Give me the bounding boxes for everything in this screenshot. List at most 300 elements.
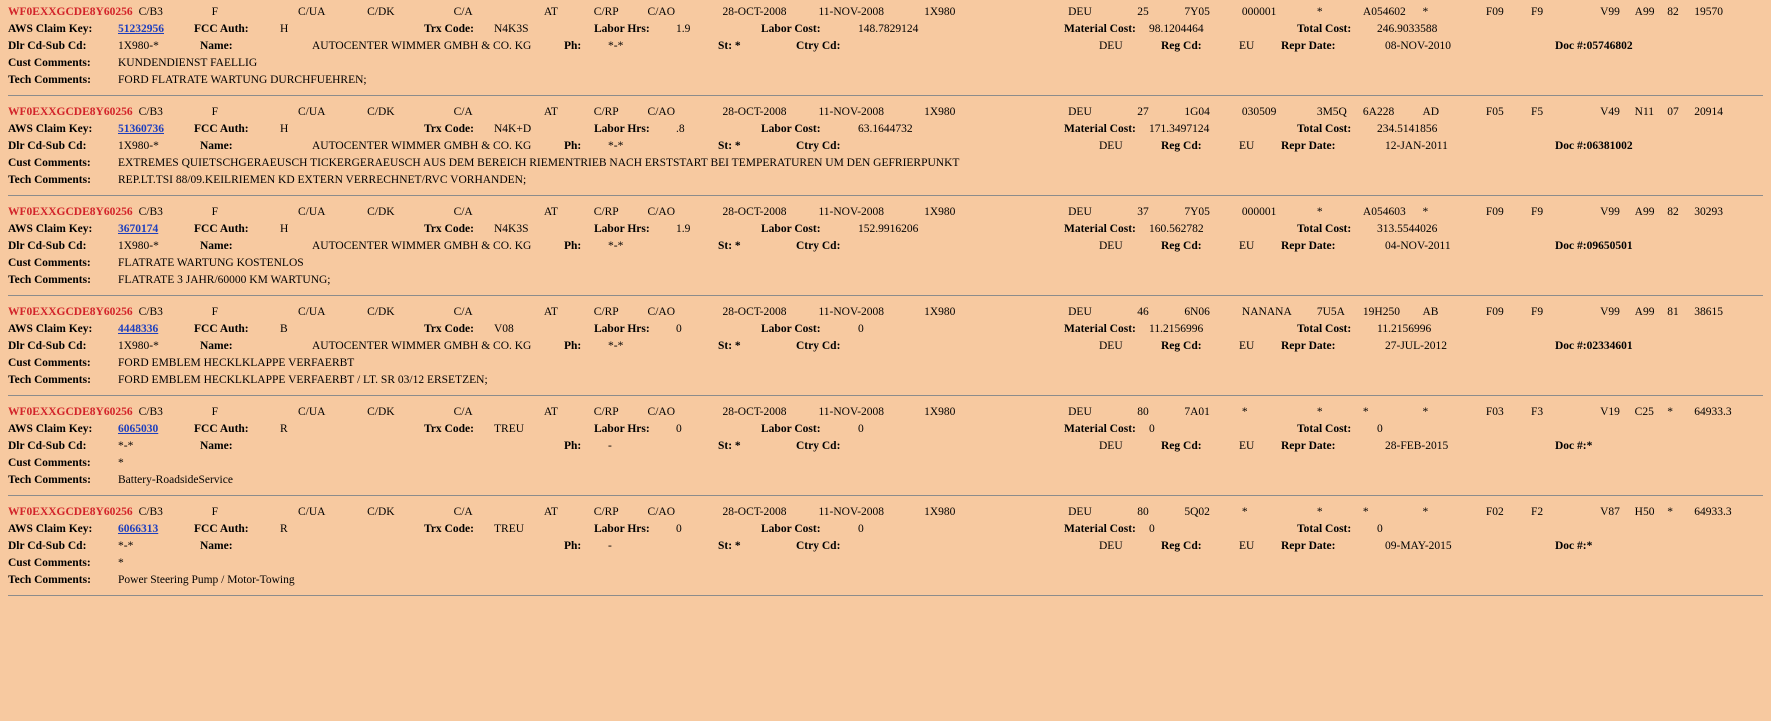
reg-code-label: Reg Cd:	[1161, 440, 1202, 452]
code-2: 030509	[1241, 106, 1277, 118]
trx-code-label: Trx Code:	[424, 23, 474, 35]
phone-label: Ph:	[564, 40, 582, 52]
vin-value: WF0EXXGCDE8Y60256	[8, 306, 133, 318]
claim-record	[0, 204, 1771, 304]
reg-code-value: EU	[1239, 540, 1255, 552]
n-code: 81	[1667, 306, 1679, 318]
reg-code-label: Reg Cd:	[1161, 140, 1202, 152]
code-4: *	[1362, 406, 1369, 418]
mileage-value: 30293	[1694, 206, 1723, 218]
crp-code: C/RP	[593, 406, 619, 418]
fcc-auth-value: B	[280, 323, 288, 335]
repair-date-value: 04-NOV-2011	[1385, 240, 1451, 252]
code-1: 7Y05	[1184, 206, 1210, 218]
mileage-value: 38615	[1694, 306, 1723, 318]
cua-code: C/UA	[298, 6, 326, 18]
cdk-code: C/DK	[367, 406, 395, 418]
material-cost-value: 11.2156996	[1149, 323, 1204, 335]
material-cost-label: Material Cost:	[1064, 423, 1136, 435]
material-cost-value: 160.562782	[1149, 223, 1204, 235]
labor-hrs-value: 0	[676, 523, 682, 535]
f0x-code: F09	[1485, 206, 1504, 218]
state-label: St: *	[718, 140, 741, 152]
claim-row	[0, 321, 1771, 338]
repair-date-value: 27-JUL-2012	[1385, 340, 1447, 352]
f-code: F	[211, 406, 218, 418]
doc-number: Doc #:*	[1555, 540, 1593, 552]
fcc-auth-label: FCC Auth:	[194, 523, 249, 535]
a-code: A99	[1634, 306, 1655, 318]
tech-comments-row	[0, 272, 1771, 289]
country-code-label: Ctry Cd:	[796, 40, 841, 52]
sequence-number: 80	[1137, 406, 1149, 418]
repair-date-value: 09-MAY-2015	[1385, 540, 1452, 552]
crp-code: C/RP	[593, 6, 619, 18]
ca-code: C/A	[453, 206, 473, 218]
material-cost-label: Material Cost:	[1064, 523, 1136, 535]
cust-comments-row	[0, 255, 1771, 272]
record-divider	[8, 95, 1763, 96]
dealer-code-label: Dlr Cd-Sub Cd:	[8, 240, 87, 252]
claim-row	[0, 421, 1771, 438]
tech-comments-label: Tech Comments:	[8, 174, 91, 186]
state-label: St: *	[718, 340, 741, 352]
claim-row	[0, 221, 1771, 238]
cust-comments-value: *	[118, 557, 124, 569]
at-code: AT	[543, 406, 558, 418]
labor-hrs-value: 1.9	[676, 223, 691, 235]
total-cost-label: Total Cost:	[1297, 23, 1352, 35]
dealer-name-value: AUTOCENTER WIMMER GMBH & CO. KG	[312, 340, 532, 352]
cb-code: C/B3	[138, 306, 163, 318]
date-first: 28-OCT-2008	[722, 206, 787, 218]
repair-date-label: Repr Date:	[1281, 440, 1336, 452]
labor-cost-label: Labor Cost:	[761, 23, 821, 35]
claim-key-label: AWS Claim Key:	[8, 223, 93, 235]
labor-cost-value: 0	[858, 323, 864, 335]
claim-key-link[interactable]: 51360736	[118, 123, 164, 135]
at-code: AT	[543, 106, 558, 118]
date-second: 11-NOV-2008	[818, 306, 885, 318]
phone-value: -	[608, 440, 612, 452]
code-4: 6A228	[1362, 106, 1395, 118]
code-3: 7U5A	[1316, 306, 1345, 318]
vehicle-header-row	[0, 404, 1771, 421]
state-label: St: *	[718, 240, 741, 252]
f0x-code: F09	[1485, 306, 1504, 318]
total-cost-label: Total Cost:	[1297, 423, 1352, 435]
material-cost-label: Material Cost:	[1064, 23, 1136, 35]
fcc-auth-value: H	[280, 223, 289, 235]
labor-hrs-value: 0	[676, 323, 682, 335]
date-first: 28-OCT-2008	[722, 506, 787, 518]
code-5: *	[1422, 206, 1429, 218]
date-second: 11-NOV-2008	[818, 106, 885, 118]
dealer-name-value: AUTOCENTER WIMMER GMBH & CO. KG	[312, 240, 532, 252]
code-1: 6N06	[1184, 306, 1210, 318]
labor-cost-label: Labor Cost:	[761, 323, 821, 335]
date-first: 28-OCT-2008	[722, 306, 787, 318]
tech-comments-row	[0, 172, 1771, 189]
fcc-auth-value: R	[280, 423, 288, 435]
cdk-code: C/DK	[367, 206, 395, 218]
dealer-row	[0, 238, 1771, 255]
total-cost-label: Total Cost:	[1297, 523, 1352, 535]
vehicle-header-row	[0, 304, 1771, 321]
f-code: F	[211, 106, 218, 118]
trx-code-label: Trx Code:	[424, 123, 474, 135]
claim-key-link[interactable]: 4448336	[118, 323, 159, 335]
doc-number: Doc #:06381002	[1555, 140, 1633, 152]
crp-code: C/RP	[593, 206, 619, 218]
country-code: DEU	[1068, 506, 1092, 518]
state-label: St: *	[718, 40, 741, 52]
ca-code: C/A	[453, 6, 473, 18]
cust-comments-value: *	[118, 457, 124, 469]
mileage-value: 64933.3	[1694, 506, 1732, 518]
material-cost-value: 98.1204464	[1149, 23, 1204, 35]
vin-value: WF0EXXGCDE8Y60256	[8, 406, 133, 418]
tech-comments-value: FORD FLATRATE WARTUNG DURCHFUEHREN;	[118, 74, 367, 86]
code-2: 000001	[1241, 6, 1277, 18]
fx-code: F3	[1530, 406, 1544, 418]
cust-comments-row	[0, 155, 1771, 172]
tech-comments-label: Tech Comments:	[8, 374, 91, 386]
trx-code-value: TREU	[494, 423, 525, 435]
dealer-row	[0, 438, 1771, 455]
phone-value: *-*	[608, 240, 624, 252]
date-second: 11-NOV-2008	[818, 406, 885, 418]
tech-comments-value: FLATRATE 3 JAHR/60000 KM WARTUNG;	[118, 274, 331, 286]
country-code: DEU	[1068, 206, 1092, 218]
labor-hrs-label: Labor Hrs:	[594, 323, 650, 335]
cao-code: C/AO	[647, 306, 676, 318]
code-2: 000001	[1241, 206, 1277, 218]
sequence-number: 25	[1137, 6, 1149, 18]
dealer-row	[0, 538, 1771, 555]
trx-code-value: V08	[494, 323, 514, 335]
vehicle-header-row	[0, 4, 1771, 21]
vin-value: WF0EXXGCDE8Y60256	[8, 6, 133, 18]
mileage-value: 19570	[1694, 6, 1723, 18]
country-code-label: Ctry Cd:	[796, 440, 841, 452]
f-code: F	[211, 506, 218, 518]
n-code: 82	[1667, 206, 1679, 218]
code-2: *	[1241, 506, 1248, 518]
total-cost-value: 246.9033588	[1377, 23, 1438, 35]
date-second: 11-NOV-2008	[818, 6, 885, 18]
cust-comments-label: Cust Comments:	[8, 357, 91, 369]
cust-comments-value: FORD EMBLEM HECKLKLAPPE VERFAERBT	[118, 357, 355, 369]
code-5: AB	[1422, 306, 1439, 318]
date-first: 28-OCT-2008	[722, 406, 787, 418]
n-code: 82	[1667, 6, 1679, 18]
at-code: AT	[543, 6, 558, 18]
mileage-value: 64933.3	[1694, 406, 1732, 418]
record-divider	[8, 495, 1763, 496]
tech-comments-value: REP.LT.TSI 88/09.KEILRIEMEN KD EXTERN VERRECHNET/RVC VORHANDEN;	[118, 174, 527, 186]
fcc-auth-label: FCC Auth:	[194, 323, 249, 335]
total-cost-value: 0	[1377, 423, 1383, 435]
a-code: A99	[1634, 206, 1655, 218]
reg-code-value: EU	[1239, 40, 1255, 52]
phone-label: Ph:	[564, 240, 582, 252]
cust-comments-label: Cust Comments:	[8, 157, 91, 169]
claim-key-link[interactable]: 6066313	[118, 523, 159, 535]
dealer-code-value: 1X980-*	[118, 140, 159, 152]
labor-hrs-value: 1.9	[676, 23, 691, 35]
cao-code: C/AO	[647, 506, 676, 518]
country-code: DEU	[1068, 406, 1092, 418]
labor-cost-value: 0	[858, 523, 864, 535]
total-cost-label: Total Cost:	[1297, 123, 1352, 135]
dealer-code-label: Dlr Cd-Sub Cd:	[8, 440, 87, 452]
reg-code-value: EU	[1239, 240, 1255, 252]
dealer-name-label: Name:	[200, 440, 233, 452]
claim-row	[0, 121, 1771, 138]
claim-key-link[interactable]: 51232956	[118, 23, 164, 35]
sequence-number: 80	[1137, 506, 1149, 518]
labor-cost-value: 152.9916206	[858, 223, 919, 235]
cust-comments-row	[0, 455, 1771, 472]
dealer-code-value: 1X980-*	[118, 40, 159, 52]
material-cost-value: 0	[1149, 523, 1155, 535]
cua-code: C/UA	[298, 406, 326, 418]
repair-date-label: Repr Date:	[1281, 540, 1336, 552]
dealer-name-label: Name:	[200, 240, 233, 252]
dealer-name-label: Name:	[200, 340, 233, 352]
phone-label: Ph:	[564, 340, 582, 352]
fx-code: F9	[1530, 6, 1544, 18]
trx-code-label: Trx Code:	[424, 523, 474, 535]
tech-comments-label: Tech Comments:	[8, 74, 91, 86]
labor-cost-label: Labor Cost:	[761, 223, 821, 235]
reg-code-label: Reg Cd:	[1161, 340, 1202, 352]
phone-label: Ph:	[564, 540, 582, 552]
ca-code: C/A	[453, 106, 473, 118]
doc-number: Doc #:02334601	[1555, 340, 1633, 352]
cdk-code: C/DK	[367, 6, 395, 18]
dealer-country: DEU	[1099, 40, 1123, 52]
doc-number: Doc #:05746802	[1555, 40, 1633, 52]
code-5: *	[1422, 6, 1429, 18]
claim-row	[0, 521, 1771, 538]
country-code: DEU	[1068, 6, 1092, 18]
record-divider	[8, 195, 1763, 196]
vehicle-header-row	[0, 204, 1771, 221]
code-3: 3M5Q	[1316, 106, 1347, 118]
tech-comments-value: Power Steering Pump / Motor-Towing	[118, 574, 295, 586]
dealer-name-label: Name:	[200, 540, 233, 552]
dealer-country: DEU	[1099, 240, 1123, 252]
crp-code: C/RP	[593, 306, 619, 318]
doc-number: Doc #:*	[1555, 440, 1593, 452]
cua-code: C/UA	[298, 106, 326, 118]
claim-record	[0, 104, 1771, 204]
sequence-number: 46	[1137, 306, 1149, 318]
record-divider	[8, 295, 1763, 296]
code-4: A054603	[1362, 206, 1406, 218]
country-code: DEU	[1068, 306, 1092, 318]
dealer-code-label: Dlr Cd-Sub Cd:	[8, 540, 87, 552]
mileage-value: 20914	[1694, 106, 1723, 118]
repair-date-value: 28-FEB-2015	[1385, 440, 1449, 452]
dealer-row	[0, 38, 1771, 55]
trx-code-value: TREU	[494, 523, 525, 535]
dealer-code-value: *-*	[118, 440, 134, 452]
v-code: V99	[1600, 306, 1620, 318]
code-5: AD	[1422, 106, 1440, 118]
code-4: 19H250	[1362, 306, 1400, 318]
code-1: 5Q02	[1184, 506, 1210, 518]
phone-value: *-*	[608, 40, 624, 52]
code-3: *	[1316, 206, 1323, 218]
vin-value: WF0EXXGCDE8Y60256	[8, 106, 133, 118]
total-cost-value: 11.2156996	[1377, 323, 1432, 335]
claim-row	[0, 21, 1771, 38]
cust-comments-row	[0, 555, 1771, 572]
code-2: NANANA	[1241, 306, 1292, 318]
cust-comments-label: Cust Comments:	[8, 557, 91, 569]
f-code: F	[211, 206, 218, 218]
code-1: 7Y05	[1184, 6, 1210, 18]
ca-code: C/A	[453, 406, 473, 418]
reg-code-label: Reg Cd:	[1161, 540, 1202, 552]
dealer-code: 1X980	[924, 306, 956, 318]
v-code: V99	[1600, 206, 1620, 218]
labor-hrs-label: Labor Hrs:	[594, 23, 650, 35]
dealer-name-label: Name:	[200, 40, 233, 52]
trx-code-label: Trx Code:	[424, 323, 474, 335]
f0x-code: F09	[1485, 6, 1504, 18]
doc-number: Doc #:09650501	[1555, 240, 1633, 252]
date-second: 11-NOV-2008	[818, 206, 885, 218]
country-code-label: Ctry Cd:	[796, 140, 841, 152]
tech-comments-value: Battery-RoadsideService	[118, 474, 233, 486]
cdk-code: C/DK	[367, 106, 395, 118]
material-cost-value: 0	[1149, 423, 1155, 435]
code-3: *	[1316, 406, 1323, 418]
total-cost-value: 0	[1377, 523, 1383, 535]
at-code: AT	[543, 506, 558, 518]
phone-value: -	[608, 540, 612, 552]
country-code: DEU	[1068, 106, 1092, 118]
cust-comments-value: KUNDENDIENST FAELLIG	[118, 57, 258, 69]
date-second: 11-NOV-2008	[818, 506, 885, 518]
total-cost-value: 234.5141856	[1377, 123, 1438, 135]
dealer-code-value: 1X980-*	[118, 340, 159, 352]
at-code: AT	[543, 306, 558, 318]
claim-record	[0, 4, 1771, 104]
dealer-row	[0, 338, 1771, 355]
ca-code: C/A	[453, 506, 473, 518]
labor-hrs-label: Labor Hrs:	[594, 123, 650, 135]
fcc-auth-label: FCC Auth:	[194, 223, 249, 235]
repair-date-label: Repr Date:	[1281, 140, 1336, 152]
labor-cost-label: Labor Cost:	[761, 423, 821, 435]
claim-key-label: AWS Claim Key:	[8, 523, 93, 535]
fcc-auth-label: FCC Auth:	[194, 423, 249, 435]
reg-code-value: EU	[1239, 440, 1255, 452]
dealer-country: DEU	[1099, 140, 1123, 152]
a-code: C25	[1634, 406, 1654, 418]
claim-record	[0, 304, 1771, 404]
dealer-code-label: Dlr Cd-Sub Cd:	[8, 340, 87, 352]
a-code: N11	[1634, 106, 1655, 118]
reg-code-label: Reg Cd:	[1161, 40, 1202, 52]
f-code: F	[211, 306, 218, 318]
labor-cost-value: 0	[858, 423, 864, 435]
fcc-auth-label: FCC Auth:	[194, 123, 249, 135]
cua-code: C/UA	[298, 206, 326, 218]
fx-code: F5	[1530, 106, 1544, 118]
v-code: V49	[1600, 106, 1620, 118]
claim-record	[0, 404, 1771, 504]
reg-code-label: Reg Cd:	[1161, 240, 1202, 252]
repair-date-value: 12-JAN-2011	[1385, 140, 1448, 152]
v-code: V19	[1600, 406, 1620, 418]
fx-code: F9	[1530, 206, 1544, 218]
material-cost-value: 171.3497124	[1149, 123, 1210, 135]
vin-value: WF0EXXGCDE8Y60256	[8, 506, 133, 518]
claim-key-label: AWS Claim Key:	[8, 123, 93, 135]
date-first: 28-OCT-2008	[722, 6, 787, 18]
at-code: AT	[543, 206, 558, 218]
dealer-code: 1X980	[924, 106, 956, 118]
total-cost-label: Total Cost:	[1297, 223, 1352, 235]
labor-hrs-label: Labor Hrs:	[594, 523, 650, 535]
trx-code-value: N4K3S	[494, 223, 529, 235]
labor-cost-value: 148.7829124	[858, 23, 919, 35]
labor-cost-label: Labor Cost:	[761, 523, 821, 535]
claim-key-link[interactable]: 6065030	[118, 423, 159, 435]
fx-code: F2	[1530, 506, 1544, 518]
n-code: *	[1667, 406, 1674, 418]
cao-code: C/AO	[647, 406, 676, 418]
labor-cost-value: 63.1644732	[858, 123, 913, 135]
record-divider	[8, 395, 1763, 396]
phone-value: *-*	[608, 340, 624, 352]
cust-comments-label: Cust Comments:	[8, 57, 91, 69]
tech-comments-label: Tech Comments:	[8, 274, 91, 286]
n-code: *	[1667, 506, 1674, 518]
claim-key-link[interactable]: 3670174	[118, 223, 159, 235]
labor-hrs-label: Labor Hrs:	[594, 423, 650, 435]
date-first: 28-OCT-2008	[722, 106, 787, 118]
dealer-code: 1X980	[924, 406, 956, 418]
sequence-number: 27	[1137, 106, 1149, 118]
crp-code: C/RP	[593, 106, 619, 118]
code-4: *	[1362, 506, 1369, 518]
cua-code: C/UA	[298, 506, 326, 518]
repair-date-label: Repr Date:	[1281, 240, 1336, 252]
fcc-auth-value: H	[280, 23, 289, 35]
code-5: *	[1422, 406, 1429, 418]
dealer-code-value: *-*	[118, 540, 134, 552]
a-code: H50	[1634, 506, 1655, 518]
claim-key-label: AWS Claim Key:	[8, 423, 93, 435]
cust-comments-label: Cust Comments:	[8, 457, 91, 469]
reg-code-value: EU	[1239, 140, 1255, 152]
cb-code: C/B3	[138, 6, 163, 18]
dealer-code: 1X980	[924, 206, 956, 218]
phone-label: Ph:	[564, 440, 582, 452]
dealer-code-label: Dlr Cd-Sub Cd:	[8, 140, 87, 152]
labor-hrs-value: 0	[676, 423, 682, 435]
dealer-country: DEU	[1099, 440, 1123, 452]
cao-code: C/AO	[647, 106, 676, 118]
record-divider	[8, 595, 1763, 596]
